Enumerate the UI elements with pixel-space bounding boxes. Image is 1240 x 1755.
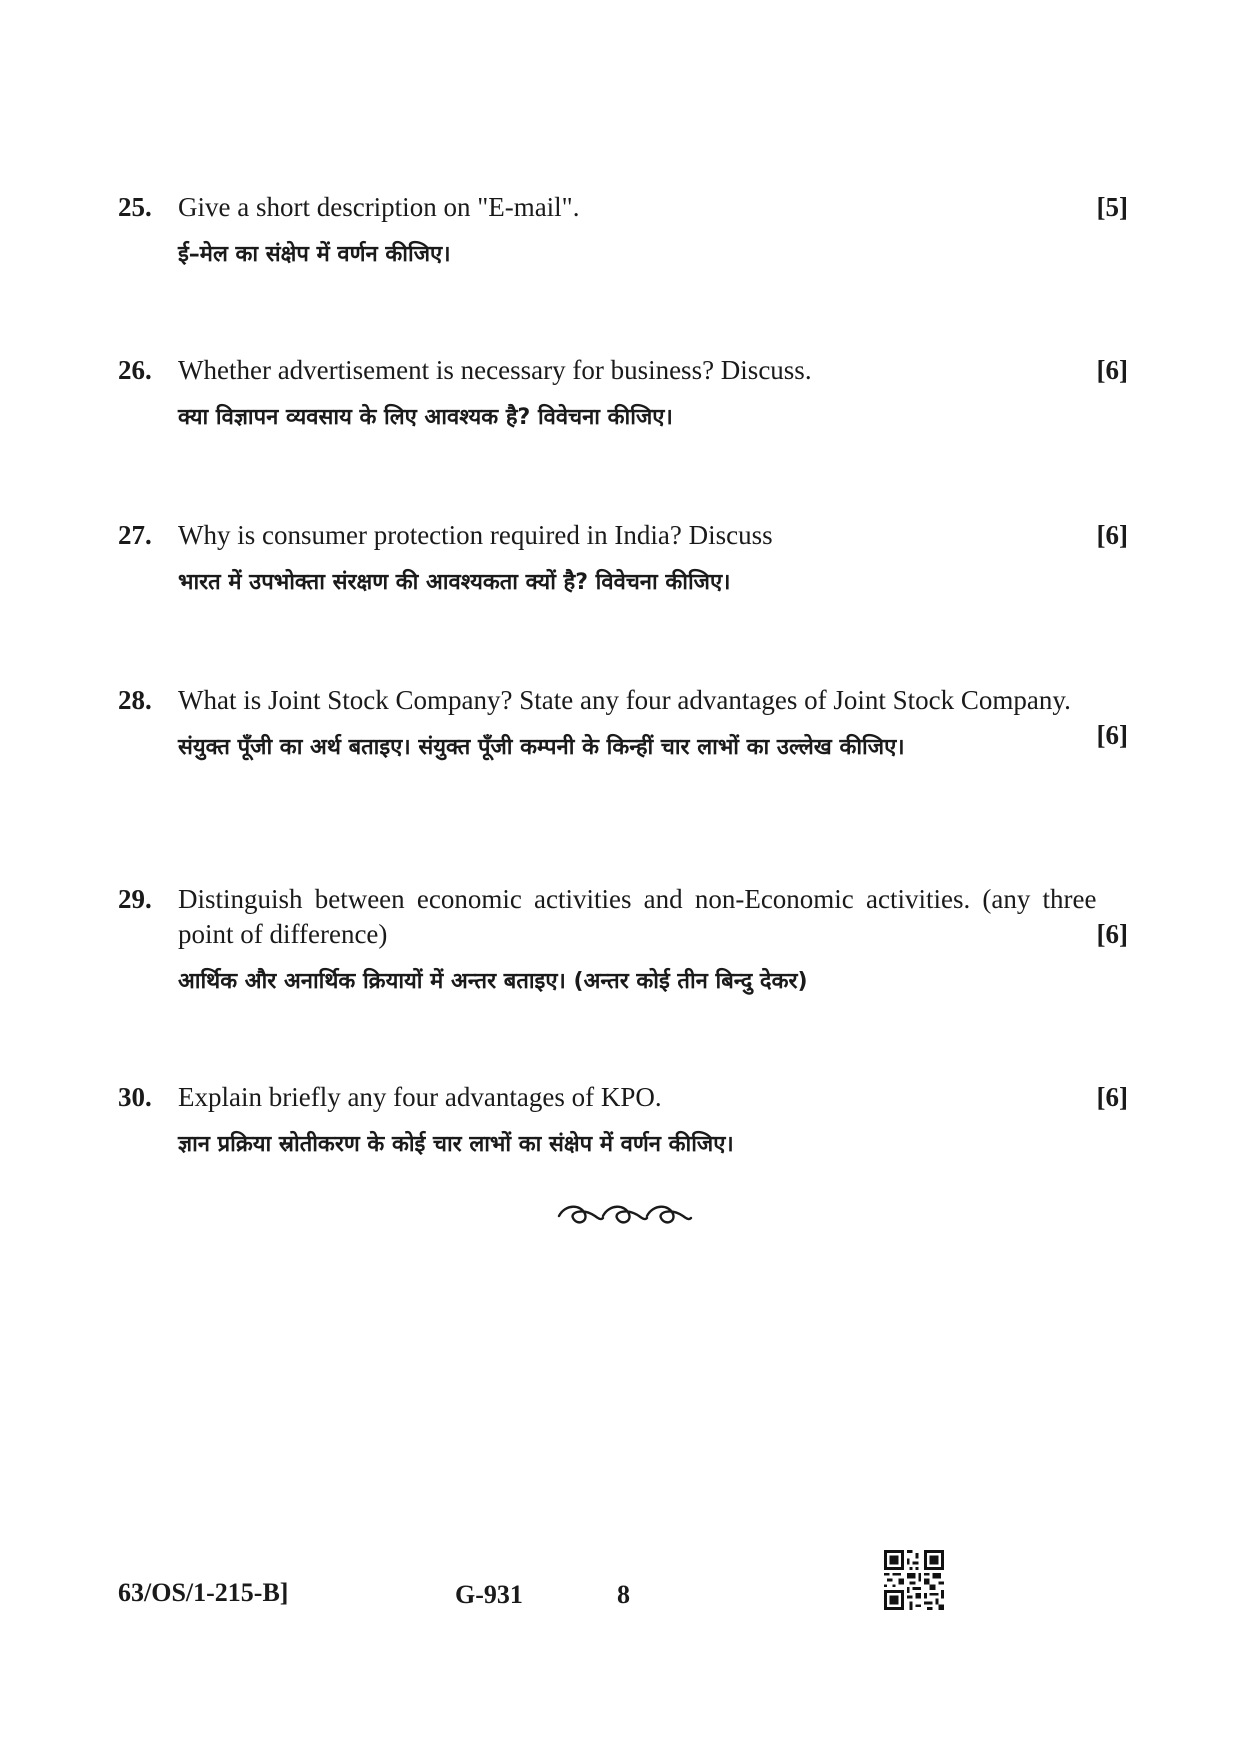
- decorative-flourish-icon: [555, 1200, 695, 1235]
- question-english: Why is consumer protection required in India? Discuss: [178, 520, 773, 550]
- question-number: 29.: [118, 884, 152, 914]
- question-marks: [6]: [1096, 1082, 1128, 1112]
- question-26: [118, 353, 1128, 434]
- question-27: [118, 518, 1128, 599]
- question-number: 25.: [118, 192, 152, 222]
- question-english: What is Joint Stock Company? State any four advantages of Joint Stock Company.: [178, 685, 1071, 715]
- series-code: G-931: [455, 1580, 523, 1609]
- question-hindi-text: ई–मेल का संक्षेप में वर्णन कीजिए।: [178, 242, 451, 267]
- question-number: 27.: [118, 520, 152, 550]
- question-25: [118, 190, 1128, 271]
- qr-code-icon: [884, 1550, 944, 1615]
- question-hindi-text: क्या विज्ञापन व्यवसाय के लिए आवश्यक है? विवेचना कीजिए।: [178, 405, 673, 430]
- question-english: Distinguish between economic activities and non-Economic activities. (any three point of difference): [178, 884, 1097, 949]
- question-number: 26.: [118, 355, 152, 385]
- question-28: [118, 683, 1128, 764]
- question-marks: [6]: [1096, 919, 1128, 949]
- question-marks: [5]: [1096, 192, 1128, 222]
- page-number: 8: [617, 1580, 630, 1609]
- question-english: Give a short description on "E-mail".: [178, 192, 580, 222]
- paper-code: 63/OS/1-215-B]: [118, 1578, 289, 1607]
- question-english-text: [178, 1080, 1128, 1115]
- question-english: Whether advertisement is necessary for business? Discuss.: [178, 355, 812, 385]
- question-30: [118, 1080, 1128, 1161]
- question-english-text: [178, 518, 1128, 553]
- question-english-text: [178, 190, 1128, 225]
- question-hindi-text: भारत में उपभोक्ता संरक्षण की आवश्यकता क्यों है? विवेचना कीजिए।: [178, 570, 731, 595]
- question-number: 30.: [118, 1082, 152, 1112]
- question-hindi-text: संयुक्त पूँजी का अर्थ बताइए। संयुक्त पूँजी कम्पनी के किन्हीं चार लाभों का उल्लेख कीजिए।: [178, 735, 905, 760]
- question-marks: [6]: [1096, 720, 1128, 750]
- question-english-text: [178, 353, 1128, 388]
- question-marks: [6]: [1096, 520, 1128, 550]
- question-marks: [6]: [1096, 355, 1128, 385]
- question-hindi-text: ज्ञान प्रक्रिया स्रोतीकरण के कोई चार लाभों का संक्षेप में वर्णन कीजिए।: [178, 1132, 734, 1157]
- question-english: Explain briefly any four advantages of KPO.: [178, 1082, 662, 1112]
- question-29: [118, 882, 1128, 998]
- question-number: 28.: [118, 685, 152, 715]
- question-english-text: [178, 882, 1128, 952]
- question-hindi-text: आर्थिक और अनार्थिक क्रियायों में अन्तर बताइए। (अन्तर कोई तीन बिन्दु देकर): [178, 969, 808, 994]
